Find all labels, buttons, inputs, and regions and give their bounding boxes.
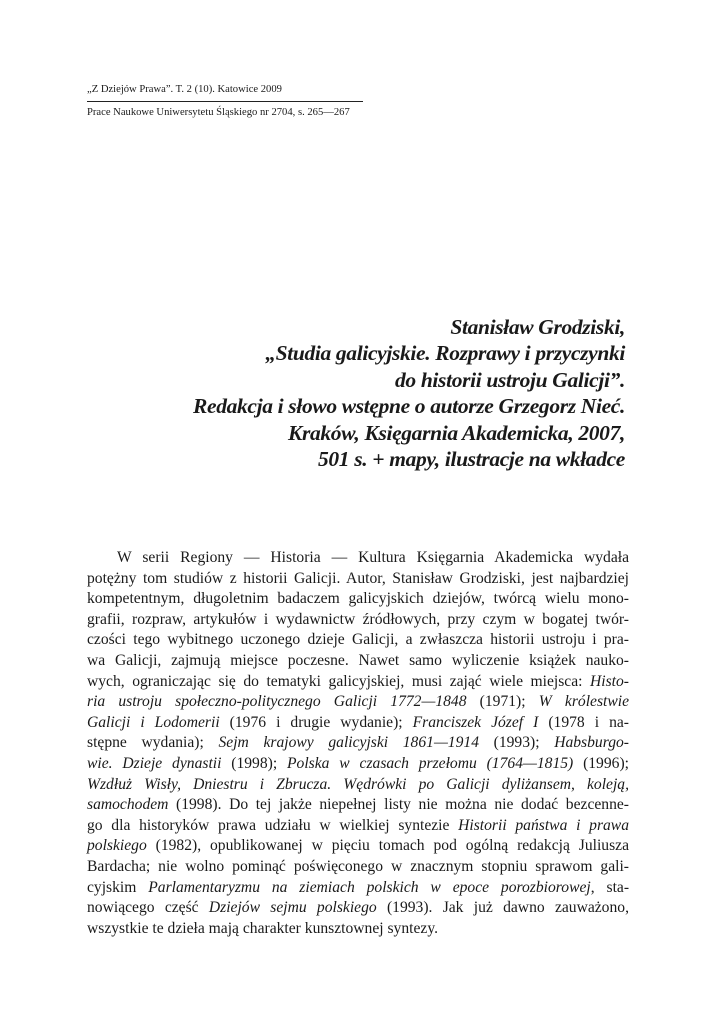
series-citation: Prace Naukowe Uniwersytetu Śląskiego nr 2704, s. 265—267 <box>87 107 350 118</box>
italic-title-run: Franciszek Józef I <box>412 713 539 731</box>
body-line <box>87 795 629 816</box>
text-run: wych, ograniczając się do tematyki galicyjskiej, musi zająć wiele miejsca: <box>87 672 591 690</box>
body-line <box>87 548 629 569</box>
text-run: potężny tom studiów z historii Galicji. Autor, Stanisław Grodziski, jest najbardziej <box>87 569 629 587</box>
italic-title-run: Sejm krajowy galicyjski 1861—1914 <box>218 734 479 752</box>
title-line: Redakcja i słowo wstępne o autorze Grzegorz Nieć. <box>193 394 625 419</box>
body-line <box>87 857 629 878</box>
text-run: stępne wydania); <box>87 734 219 752</box>
body-paragraph <box>87 548 629 939</box>
body-line <box>87 610 629 631</box>
text-run: (1996); <box>573 754 629 772</box>
text-run: (1998); <box>221 754 288 772</box>
text-run: wa Galicji, zajmują miejsce poczesne. Nawet samo wyliczenie książek nauko- <box>87 651 629 669</box>
text-run: (1971); <box>466 693 539 711</box>
body-line <box>87 630 629 651</box>
text-run: (1976 i drugie wydanie); <box>219 713 413 731</box>
text-run: cyjskim <box>87 878 149 896</box>
italic-title-run: wie. Dzieje dynastii <box>87 754 222 772</box>
title-line: Stanisław Grodziski, <box>450 315 625 339</box>
italic-title-run: Historii państwa i prawa <box>458 816 630 834</box>
text-run: , sta- <box>590 878 630 896</box>
title-line: 501 s. + mapy, ilustracje na wkładce <box>317 447 625 472</box>
text-run: (1982), opublikowanej w pięciu tomach pod ogólną redakcją Juliusza <box>146 837 629 855</box>
text-run: kompetentnym, długoletnim badaczem galicyjskich dziejów, twórcą wielu mono- <box>87 590 629 608</box>
text-run: czości tego wybitnego uczonego dzieje Galicji, a zwłaszcza historii ustroju i pra- <box>87 631 629 649</box>
italic-title-run: Habsburgo- <box>554 734 629 752</box>
body-line <box>87 775 629 796</box>
body-line <box>87 651 629 672</box>
body-line <box>87 898 629 919</box>
body-line <box>87 878 629 899</box>
running-head <box>87 83 363 120</box>
body-line <box>87 713 629 734</box>
body-line <box>87 692 629 713</box>
title-line: do historii ustroju Galicji”. <box>395 367 625 392</box>
italic-title-run: Dziejów sejmu polskiego <box>208 899 377 917</box>
text-run: nowiącego część <box>87 899 209 917</box>
italic-title-run: ria ustroju społeczno-politycznego Galicji 1772—1848 <box>87 693 467 711</box>
italic-title-run: Wzdłuż Wisły, Dniestru i Zbrucza. Wędrówki po Galicji dyliżansem, koleją, <box>87 775 629 793</box>
text-run: (1978 i na- <box>538 713 629 731</box>
italic-title-run: W królestwie <box>538 693 629 711</box>
body-line <box>87 569 629 590</box>
text-run: Bardacha; nie wolno pominąć poświęconego w znacznym stopniu sprawom gali- <box>87 857 629 875</box>
journal-citation: „Z Dziejów Prawa”. T. 2 (10). Katowice 2009 <box>87 84 282 95</box>
text-run: (1993); <box>479 734 555 752</box>
italic-title-run: Polska w czasach przełomu (1764—1815) <box>287 754 574 772</box>
body-line <box>87 919 629 940</box>
body-line <box>87 754 629 775</box>
text-run: W serii Regiony — Historia — Kultura Księgarnia Akademicka wydała <box>117 549 629 566</box>
italic-title-run: Galicji i Lodomerii <box>87 713 220 731</box>
italic-title-run: samochodem <box>87 796 169 814</box>
body-line <box>87 733 629 754</box>
body-line <box>87 816 629 837</box>
review-title <box>65 314 625 472</box>
body-line <box>87 589 629 610</box>
italic-title-run: Parlamentaryzmu na ziemiach polskich w epoce porozbiorowej <box>148 878 591 896</box>
body-line <box>87 836 629 857</box>
text-run: (1993). Jak już dawno zauważono, <box>376 899 629 917</box>
text-run: wszystkie te dzieła mają charakter kunsztownej syntezy. <box>87 919 439 937</box>
title-line: Kraków, Księgarnia Akademicka, 2007, <box>288 420 625 445</box>
title-line: „Studia galicyjskie. Rozprawy i przyczynki <box>265 341 625 366</box>
body-line <box>87 672 629 693</box>
italic-title-run: polskiego <box>87 837 147 855</box>
header-rule <box>87 101 363 102</box>
text-run: (1998). Do tej jakże niepełnej listy nie można nie dodać bezcenne- <box>168 796 629 814</box>
text-run: go dla historyków prawa udziału w wielkiej syntezie <box>87 816 459 834</box>
text-run: grafii, rozpraw, artykułów i wydawnictw źródłowych, przy czym w bogatej twór- <box>87 610 629 628</box>
italic-title-run: Histo- <box>590 672 629 690</box>
